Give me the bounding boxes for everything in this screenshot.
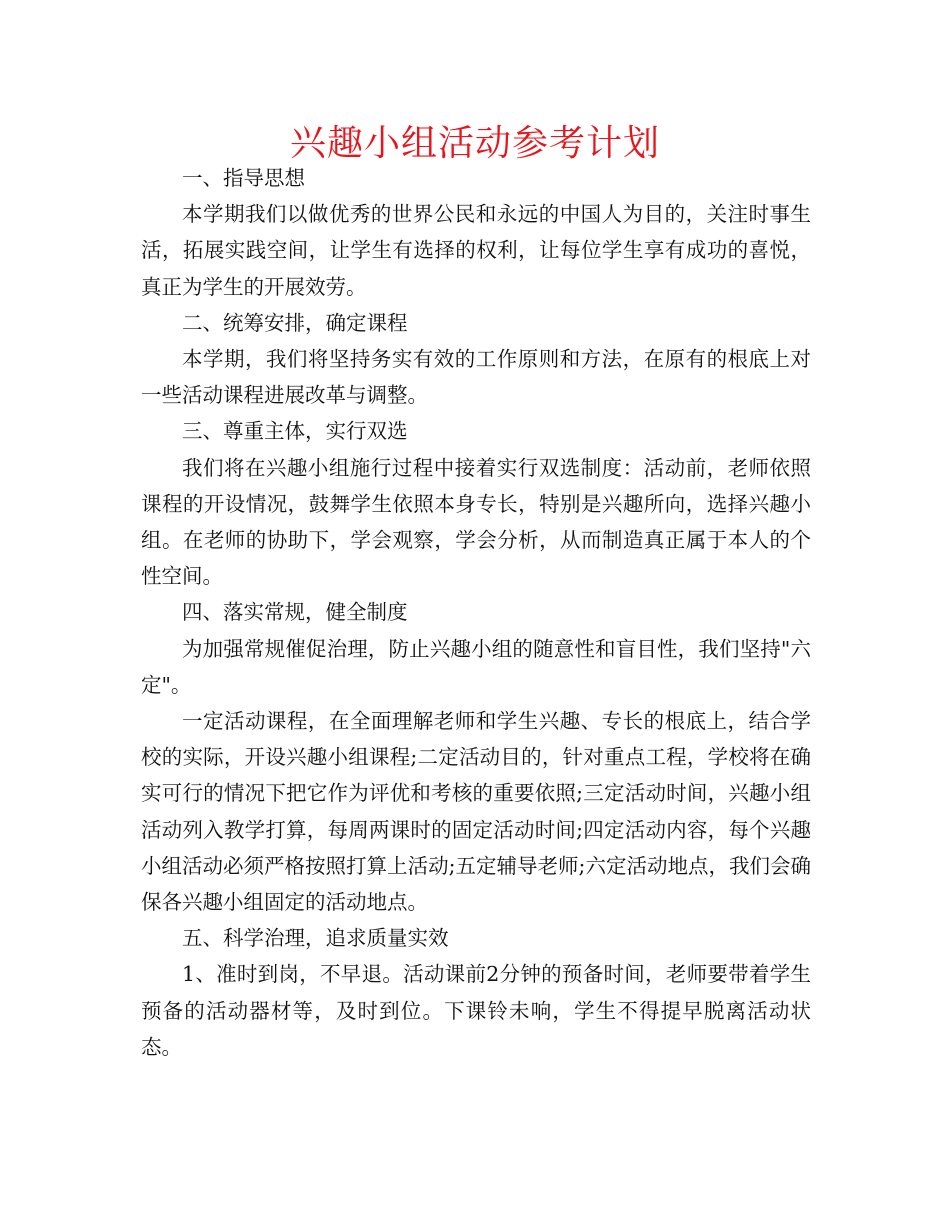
section-heading-regulations: 四、落实常规，健全制度 <box>182 600 408 625</box>
section-heading-guiding-thought: 一、指导思想 <box>182 166 305 190</box>
paragraph-dual-selection: 我们将在兴趣小组施行过程中接着实行双选制度：活动前，老师依照课程的开设情况，鼓舞学生依照本身专长，特别是兴趣所向，选择兴趣小组。在老师的协助下，学会观察，学会分析，从而制造真正属于本人的个性空间。 <box>141 455 811 589</box>
paragraph-regulations-intro: 为加强常规催促治理，防止兴趣小组的随意性和盲目性，我们坚持"六定"。 <box>141 636 811 697</box>
section-heading-dual-selection: 三、尊重主体，实行双选 <box>182 419 408 444</box>
paragraph-guiding-thought: 本学期我们以做优秀的世界公民和永远的中国人为目的，关注时事生活，拓展实践空间，让学生有选择的权利，让每位学生享有成功的喜悦，真正为学生的开展效劳。 <box>141 202 811 299</box>
document-body <box>141 160 811 1065</box>
document-title: 兴趣小组活动参考计划 <box>289 123 660 164</box>
paragraph-punctuality: 1、准时到岗，不早退。活动课前2分钟的预备时间，老师要带着学生预备的活动器材等，及时到位。下课铃未响，学生不得提早脱离活动状态。 <box>141 962 811 1059</box>
paragraph-course-planning: 本学期，我们将坚持务实有效的工作原则和方法，在原有的根底上对一些活动课程进展改革与调整。 <box>141 347 811 408</box>
paragraph-six-fixed: 一定活动课程，在全面理解老师和学生兴趣、专长的根底上，结合学校的实际，开设兴趣小组课程;二定活动目的，针对重点工程，学校将在确实可行的情况下把它作为评优和考核的重要依照;三定活动时间，兴趣小组活动列入教学打算，每周两课时的固定活动时间;四定活动内容，每个兴趣小组活动必须严格按照打算上活动;五定辅导老师;六定活动地点，我们会确保各兴趣小组固定的活动地点。 <box>141 709 811 915</box>
section-heading-course-planning: 二、统筹安排，确定课程 <box>182 310 408 335</box>
section-heading-management: 五、科学治理，追求质量实效 <box>182 926 449 951</box>
